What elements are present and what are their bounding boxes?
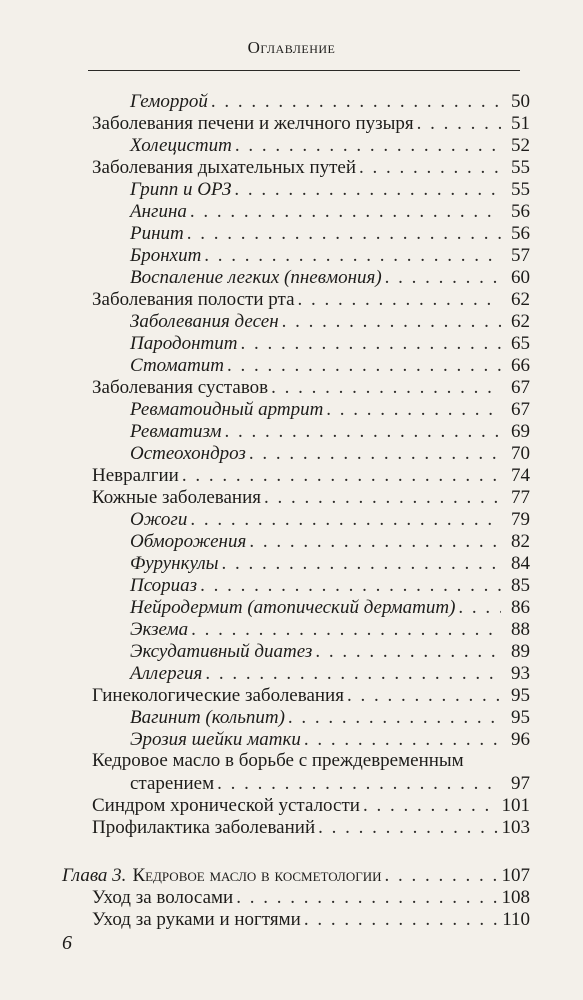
toc-entry: старением . . . 97 [130,772,530,795]
toc-entry: Обморожения . . . 82 [130,530,530,553]
header-rule [88,70,520,71]
toc-entry: Уход за руками и ногтями . . . 110 [92,908,530,931]
toc-entry: Псориаз . . . 85 [130,574,530,597]
toc-entry: Фурункулы . . . 84 [130,552,530,575]
toc-entry: Заболевания печени и желчного пузыря . . . 51 [92,112,530,135]
toc-entry-title-line1: Кедровое масло в борьбе с преждевременным [92,750,464,771]
toc-entry: Заболевания полости рта . . . 62 [92,288,530,311]
page-number: 6 [62,932,72,954]
toc-entry: Эрозия шейки матки . . . 96 [130,728,530,751]
page-header: Оглавление [247,38,336,57]
toc-entry: Воспаление легких (пневмония) . . . 60 [130,266,530,289]
toc-entry: Профилактика заболеваний . . . 103 [92,816,530,839]
toc-entry: Стоматит . . . 66 [130,354,530,377]
toc-entry: Геморрой . . . 50 [130,90,530,113]
toc-entry: Ринит . . . 56 [130,222,530,245]
toc-entry: Аллергия . . . 93 [130,662,530,685]
toc-entry: Холецистит . . . 52 [130,134,530,157]
toc-entry: Ревматизм . . . 69 [130,420,530,443]
toc-entry: Пародонтит . . . 65 [130,332,530,355]
toc-entry: Синдром хронической усталости . . . 101 [92,794,530,817]
toc-entry: Грипп и ОРЗ . . . 55 [130,178,530,201]
toc-entry: Нейродермит (атопический дерматит) . . . 86 [130,596,530,619]
toc-entry: Заболевания десен . . . 62 [130,310,530,333]
toc-entry: Гинекологические заболевания . . . 95 [92,684,530,707]
toc-entry: Ангина . . . 56 [130,200,530,223]
toc-entry: Ожоги . . . 79 [130,508,530,531]
toc-entry: Вагинит (кольпит) . . . 95 [130,706,530,729]
toc-entry: Невралгии . . . 74 [92,464,530,487]
toc-entry: Кожные заболевания . . . 77 [92,486,530,509]
toc-entry: Бронхит . . . 57 [130,244,530,267]
toc-entry: Экзема . . . 88 [130,618,530,641]
toc-entry: Остеохондроз . . . 70 [130,442,530,465]
toc-entry: Ревматоидный артрит . . . 67 [130,398,530,421]
toc-chapter-entry: Глава 3. Кедровое масло в косметологии . . . 107 [62,864,530,887]
toc-entry: Заболевания дыхательных путей . . . 55 [92,156,530,179]
toc-entry: Уход за волосами . . . 108 [92,886,530,909]
toc-entry: Эксудативный диатез . . . 89 [130,640,530,663]
toc-entry: Заболевания суставов . . . 67 [92,376,530,399]
